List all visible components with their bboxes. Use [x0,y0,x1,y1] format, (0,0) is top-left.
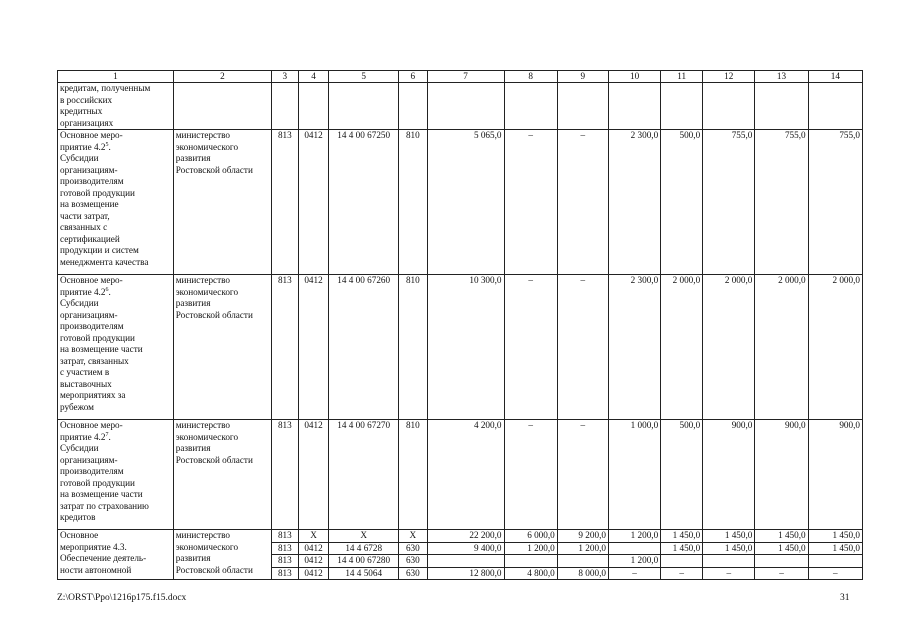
activity-name: кредитам, полученным в российских кредитных организациях [58,83,174,130]
activity-name [58,420,174,530]
total-amount: 4 200,0 [427,420,504,530]
year-amount: – [557,420,608,530]
header-cell: 7 [427,71,504,83]
activity-description: . Субсидии организациям- производителям готовой продукции на возмещение части затрат, связанных с участием в выставочных мероприятиях за рубежом [60,286,143,412]
header-cell: 1 [58,71,174,83]
section-code: Х [298,530,329,543]
grbs-code: 813 [272,275,299,420]
activity-title: Основное меро- приятие 4.2 [60,420,123,442]
document-path: Z:\ORST\Ppo\1216p175.f15.docx [57,593,187,603]
year-amount [608,542,660,555]
section-code: 0412 [298,420,329,530]
header-cell: 12 [703,71,755,83]
total-amount: 5 065,0 [427,130,504,275]
total-amount: 12 800,0 [427,567,504,580]
year-amount: – [504,130,557,275]
grbs-code: 813 [272,555,299,568]
year-amount: 755,0 [808,130,862,275]
year-amount: 2 000,0 [661,275,703,420]
total-amount [427,555,504,568]
expense-type-code: 630 [399,542,428,555]
year-amount: 1 450,0 [703,542,755,555]
grbs-code: 813 [272,130,299,275]
year-amount: 6 000,0 [504,530,557,543]
target-article-code: 14 4 00 67280 [329,555,399,568]
year-amount [504,555,557,568]
year-amount: 500,0 [661,130,703,275]
total-amount: 22 200,0 [427,530,504,543]
section-code: 0412 [298,542,329,555]
total-amount: 10 300,0 [427,275,504,420]
responsible-executor: министерство экономического развития Ростовской области [173,275,271,420]
year-amount: 1 200,0 [504,542,557,555]
year-amount: 1 450,0 [703,530,755,543]
table-row [58,130,863,275]
year-amount: – [755,567,808,580]
year-amount: – [808,567,862,580]
year-amount [557,555,608,568]
year-amount: 2 300,0 [608,130,660,275]
responsible-executor: министерство экономического развития Ростовской области [173,420,271,530]
expense-type-code: 630 [399,555,428,568]
year-amount: 1 450,0 [755,542,808,555]
year-amount: 1 450,0 [755,530,808,543]
table-row [58,420,863,530]
table-row [58,275,863,420]
year-amount: 2 000,0 [808,275,862,420]
year-amount: – [557,275,608,420]
year-amount: 900,0 [703,420,755,530]
year-amount: 755,0 [755,130,808,275]
section-code: 0412 [298,555,329,568]
header-cell: 9 [557,71,608,83]
year-amount: 1 450,0 [808,530,862,543]
year-amount [808,555,862,568]
footnote-marker: 7 [105,431,109,438]
year-amount: 2 300,0 [608,275,660,420]
header-cell: 11 [661,71,703,83]
target-article-code: 14 4 00 67260 [329,275,399,420]
expense-type-code: 810 [399,275,428,420]
year-amount [755,555,808,568]
year-amount: 1 450,0 [661,542,703,555]
budget-table [57,70,863,580]
responsible-executor: министерство экономического развития Ростовской области [173,130,271,275]
year-amount: 1 000,0 [608,420,660,530]
target-article-code: 14 4 5064 [329,567,399,580]
section-code: 0412 [298,567,329,580]
year-amount [661,555,703,568]
section-code: 0412 [298,275,329,420]
section-code: 0412 [298,130,329,275]
header-cell: 13 [755,71,808,83]
responsible-executor: министерство экономического развития Ростовской области [173,530,271,580]
activity-name [58,275,174,420]
year-amount: – [608,567,660,580]
year-amount: 2 000,0 [703,275,755,420]
header-cell: 10 [608,71,660,83]
expense-type-code: 810 [399,420,428,530]
activity-name [58,130,174,275]
year-amount: 1 450,0 [661,530,703,543]
activity-title: Основное меро- приятие 4.2 [60,275,123,297]
year-amount: – [703,567,755,580]
table-row [58,83,863,130]
grbs-code: 813 [272,542,299,555]
header-cell: 6 [399,71,428,83]
year-amount: 1 450,0 [808,542,862,555]
year-amount: – [661,567,703,580]
year-amount: 1 200,0 [608,555,660,568]
year-amount: 900,0 [755,420,808,530]
year-amount: 755,0 [703,130,755,275]
activity-description: . Субсидии организациям- производителям готовой продукции на возмещение части затрат по страхованию кредитов [60,431,149,522]
target-article-code: 14 4 6728 [329,542,399,555]
activity-title: Основное меро- приятие 4.2 [60,130,123,152]
year-amount: 4 800,0 [504,567,557,580]
expense-type-code: 810 [399,130,428,275]
target-article-code: 14 4 00 67270 [329,420,399,530]
header-cell: 4 [298,71,329,83]
table-row [58,530,863,543]
year-amount: – [557,130,608,275]
header-row [58,71,863,83]
total-amount: 9 400,0 [427,542,504,555]
footnote-marker: 5 [105,141,109,148]
header-cell: 3 [272,71,299,83]
year-amount: 8 000,0 [557,567,608,580]
year-amount: – [504,420,557,530]
year-amount: 1 200,0 [608,530,660,543]
year-amount: 500,0 [661,420,703,530]
activity-description: . Субсидии организациям- производителям готовой продукции на возмещение части затрат, связанных с сертификацией продукции и систем менеджмента качества [60,141,149,267]
header-cell: 8 [504,71,557,83]
year-amount: 900,0 [808,420,862,530]
page-number: 31 [840,593,850,603]
year-amount: 1 200,0 [557,542,608,555]
year-amount: 9 200,0 [557,530,608,543]
year-amount: – [504,275,557,420]
expense-type-code: Х [399,530,428,543]
grbs-code: 813 [272,420,299,530]
header-cell: 5 [329,71,399,83]
target-article-code: 14 4 00 67250 [329,130,399,275]
footnote-marker: 6 [105,286,109,293]
year-amount [703,555,755,568]
header-cell: 2 [173,71,271,83]
expense-type-code: 630 [399,567,428,580]
header-cell: 14 [808,71,862,83]
target-article-code: Х [329,530,399,543]
grbs-code: 813 [272,530,299,543]
year-amount: 2 000,0 [755,275,808,420]
grbs-code: 813 [272,567,299,580]
activity-name: Основное мероприятие 4.3. Обеспечение деятель- ности автономной [58,530,174,580]
